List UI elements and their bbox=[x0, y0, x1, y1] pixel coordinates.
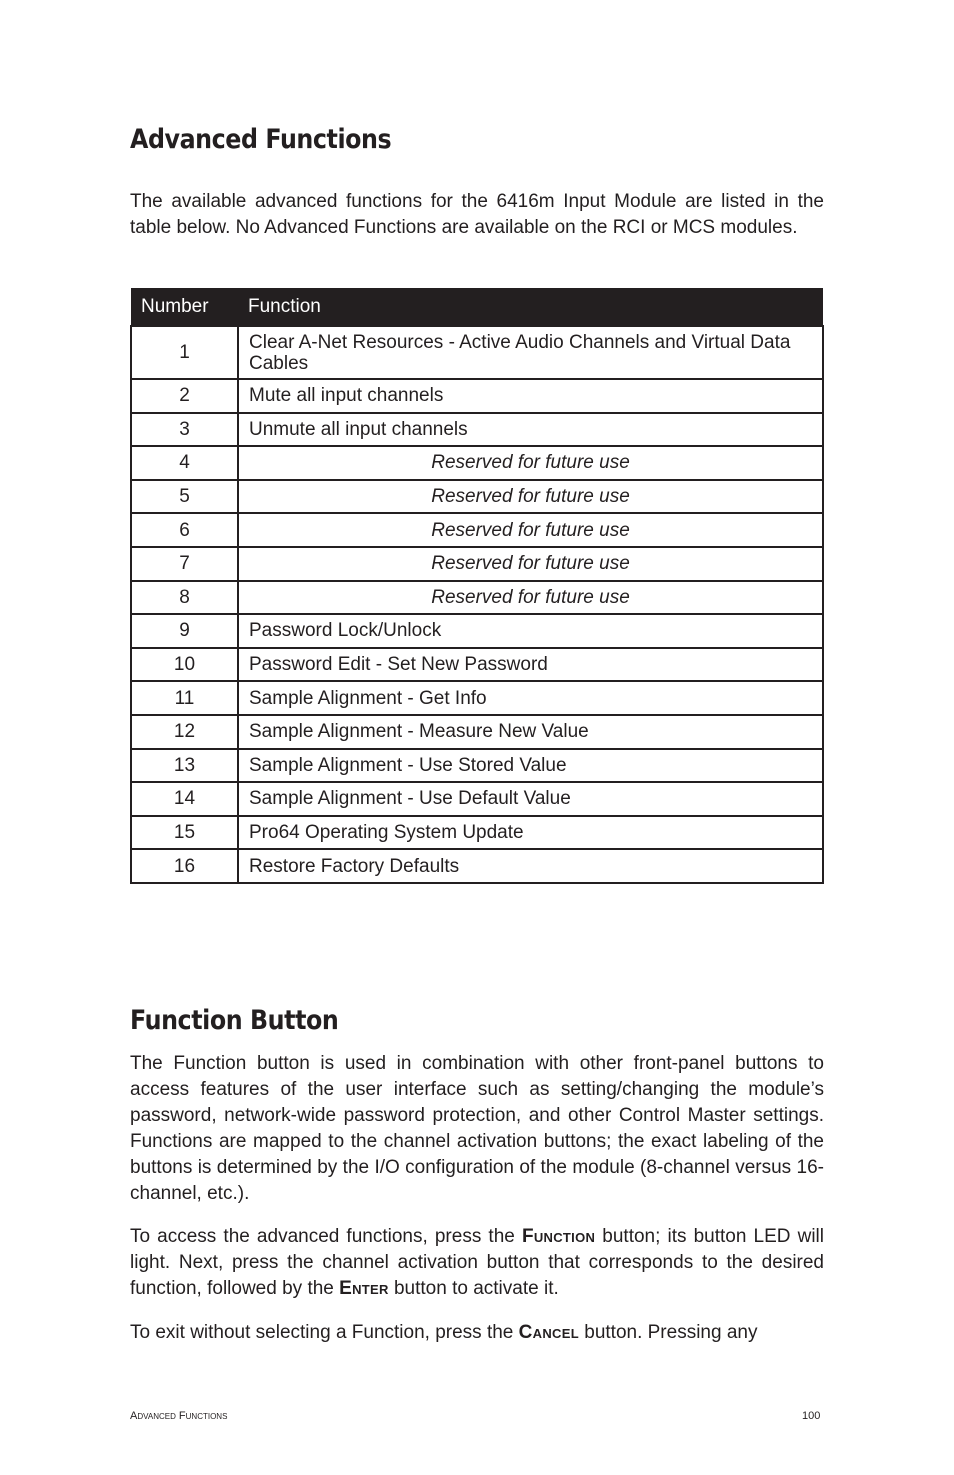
cancel-key-label: Cancel bbox=[518, 1322, 579, 1343]
row-number: 5 bbox=[131, 480, 238, 514]
row-function: Sample Alignment - Get Info bbox=[238, 681, 823, 715]
row-function: Pro64 Operating System Update bbox=[238, 816, 823, 850]
row-number: 13 bbox=[131, 749, 238, 783]
row-number: 11 bbox=[131, 681, 238, 715]
row-number: 2 bbox=[131, 379, 238, 413]
function-key-label: Function bbox=[521, 1226, 596, 1247]
table-row bbox=[131, 749, 823, 783]
text-run: button; its button LED will light. Next, press the channel activation button that corresponds to the desired function, followed by the bbox=[130, 1226, 824, 1299]
table-row bbox=[131, 413, 823, 447]
section-title-function-button: Function Button bbox=[130, 1005, 339, 1036]
functions-table bbox=[130, 288, 824, 884]
table-body bbox=[131, 326, 823, 883]
footer-page-number: 100 bbox=[802, 1410, 821, 1422]
text-run: button to activate it. bbox=[388, 1278, 559, 1299]
table-row bbox=[131, 379, 823, 413]
text-run: To access the advanced functions, press the bbox=[130, 1226, 522, 1247]
table-row bbox=[131, 782, 823, 816]
row-number: 12 bbox=[131, 715, 238, 749]
table-row bbox=[131, 547, 823, 581]
table-row bbox=[131, 446, 823, 480]
table-row bbox=[131, 480, 823, 514]
row-number: 8 bbox=[131, 581, 238, 615]
table-row bbox=[131, 614, 823, 648]
row-function: Reserved for future use bbox=[238, 581, 823, 615]
row-number: 3 bbox=[131, 413, 238, 447]
table-row bbox=[131, 715, 823, 749]
text-run: button. Pressing any bbox=[578, 1322, 758, 1343]
function-button-paragraph-3 bbox=[130, 1320, 824, 1346]
row-function: Reserved for future use bbox=[238, 513, 823, 547]
row-number: 6 bbox=[131, 513, 238, 547]
row-number: 7 bbox=[131, 547, 238, 581]
table-row bbox=[131, 513, 823, 547]
enter-key-label: Enter bbox=[339, 1278, 389, 1299]
table-row bbox=[131, 648, 823, 682]
row-number: 9 bbox=[131, 614, 238, 648]
table-row bbox=[131, 816, 823, 850]
header-number: Number bbox=[131, 288, 238, 326]
row-function: Reserved for future use bbox=[238, 446, 823, 480]
row-function: Mute all input channels bbox=[238, 379, 823, 413]
row-function: Clear A-Net Resources - Active Audio Channels and Virtual Data Cables bbox=[238, 326, 823, 379]
function-button-paragraph-1: The Function button is used in combination with other front-panel buttons to access features of the user interface such as setting/changing the module’s password, network-wide password protection, and other Control Master settings. Functions are mapped to the channel activation buttons; the exact labeling of the buttons is determined by the I/O configuration of the module (8-channel versus 16-channel, etc.). bbox=[130, 1053, 824, 1204]
footer-section-name: Advanced Functions bbox=[130, 1410, 228, 1422]
row-function: Restore Factory Defaults bbox=[238, 849, 823, 883]
table-row bbox=[131, 581, 823, 615]
table-row bbox=[131, 326, 823, 379]
row-function: Password Edit - Set New Password bbox=[238, 648, 823, 682]
row-number: 4 bbox=[131, 446, 238, 480]
text-run: To exit without selecting a Function, press the bbox=[130, 1322, 519, 1343]
header-function: Function bbox=[238, 288, 823, 326]
intro-paragraph: The available advanced functions for the 6416m Input Module are listed in the table below. No Advanced Functions are available on the RCI or MCS modules. bbox=[130, 191, 824, 238]
row-number: 14 bbox=[131, 782, 238, 816]
row-function: Unmute all input channels bbox=[238, 413, 823, 447]
row-function: Sample Alignment - Measure New Value bbox=[238, 715, 823, 749]
row-function: Password Lock/Unlock bbox=[238, 614, 823, 648]
function-button-paragraph-2 bbox=[130, 1224, 824, 1302]
table-row bbox=[131, 849, 823, 883]
row-function: Sample Alignment - Use Stored Value bbox=[238, 749, 823, 783]
row-number: 1 bbox=[131, 326, 238, 379]
row-function: Sample Alignment - Use Default Value bbox=[238, 782, 823, 816]
table-row bbox=[131, 681, 823, 715]
row-function: Reserved for future use bbox=[238, 480, 823, 514]
section-title-advanced-functions: Advanced Functions bbox=[130, 124, 392, 155]
row-number: 15 bbox=[131, 816, 238, 850]
row-number: 10 bbox=[131, 648, 238, 682]
row-function: Reserved for future use bbox=[238, 547, 823, 581]
row-number: 16 bbox=[131, 849, 238, 883]
table-header-row bbox=[131, 288, 823, 326]
